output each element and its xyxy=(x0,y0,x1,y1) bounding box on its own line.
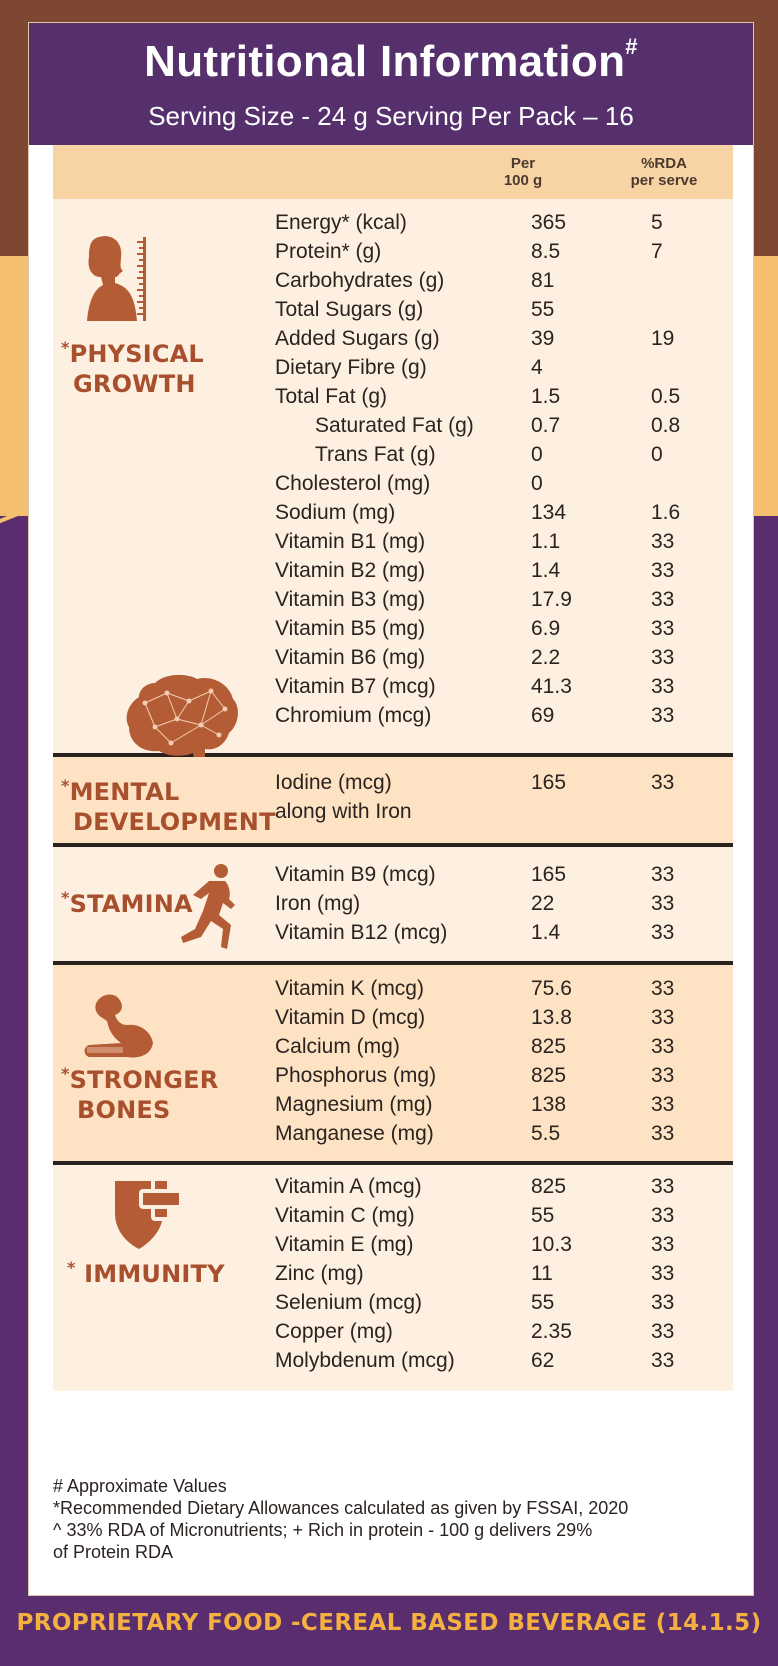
nutrient-name: along with Iron xyxy=(275,800,412,823)
value-rda-per-serve: 33 xyxy=(651,704,675,727)
value-per-100g: 81 xyxy=(531,269,555,292)
nutrient-name: Vitamin B2 (mg) xyxy=(275,559,426,582)
value-rda-per-serve: 33 xyxy=(651,771,675,794)
value-rda-per-serve: 0.5 xyxy=(651,385,681,408)
nutrient-name: Iodine (mcg) xyxy=(275,771,392,794)
value-rda-per-serve: 1.6 xyxy=(651,501,681,524)
nutrient-name: Vitamin B12 (mcg) xyxy=(275,921,448,944)
value-rda-per-serve: 0 xyxy=(651,443,663,466)
page-title: Nutritional Information# xyxy=(144,34,638,86)
value-rda-per-serve: 0.8 xyxy=(651,414,681,437)
nutrient-name: Sodium (mg) xyxy=(275,501,396,524)
value-per-100g: 62 xyxy=(531,1349,555,1372)
table-row xyxy=(53,1175,733,1205)
table-row xyxy=(53,704,733,734)
value-per-100g: 2.2 xyxy=(531,646,561,669)
value-per-100g: 39 xyxy=(531,327,555,350)
nutrition-card xyxy=(28,22,754,1596)
section-mental-development xyxy=(53,757,733,843)
footnote-rda: *Recommended Dietary Allowances calculated as given by FSSAI, 2020 xyxy=(53,1498,629,1518)
table-row xyxy=(53,1093,733,1123)
nutrient-name: Vitamin C (mg) xyxy=(275,1204,415,1227)
value-per-100g: 41.3 xyxy=(531,675,572,698)
nutrient-name: Molybdenum (mcg) xyxy=(275,1349,455,1372)
table-row xyxy=(53,617,733,647)
table-row xyxy=(53,977,733,1007)
column-header-row xyxy=(53,145,733,199)
table-row xyxy=(53,1262,733,1292)
table-row xyxy=(53,472,733,502)
nutrient-name: Vitamin A (mcg) xyxy=(275,1175,422,1198)
value-rda-per-serve: 33 xyxy=(651,1175,675,1198)
nutrient-name: Iron (mg) xyxy=(275,892,361,915)
nutrient-name: Dietary Fibre (g) xyxy=(275,356,427,379)
nutrient-name: Manganese (mg) xyxy=(275,1122,434,1145)
table-row xyxy=(53,414,733,444)
nutrient-name: Vitamin B5 (mg) xyxy=(275,617,426,640)
value-per-100g: 75.6 xyxy=(531,977,572,1000)
value-per-100g: 165 xyxy=(531,771,567,794)
value-rda-per-serve: 33 xyxy=(651,1064,675,1087)
value-per-100g: 0 xyxy=(531,472,543,495)
value-per-100g: 4 xyxy=(531,356,543,379)
table-row xyxy=(53,892,733,922)
table-row xyxy=(53,1064,733,1094)
nutrient-name: Vitamin B9 (mcg) xyxy=(275,863,436,886)
footnote-micronutrients: ^ 33% RDA of Micronutrients; + Rich in protein - 100 g delivers 29% xyxy=(53,1520,593,1540)
table-row xyxy=(53,559,733,589)
table-row xyxy=(53,1291,733,1321)
serving-info: Serving Size - 24 g Serving Per Pack – 16 xyxy=(148,101,634,131)
value-rda-per-serve: 33 xyxy=(651,1093,675,1116)
value-per-100g: 13.8 xyxy=(531,1006,572,1029)
table-row xyxy=(53,1320,733,1350)
nutrient-name: Added Sugars (g) xyxy=(275,327,440,350)
table-row xyxy=(53,211,733,241)
value-per-100g: 6.9 xyxy=(531,617,561,640)
table-row xyxy=(53,385,733,415)
value-rda-per-serve: 19 xyxy=(651,327,675,350)
table-row xyxy=(53,240,733,270)
value-rda-per-serve: 33 xyxy=(651,1320,675,1343)
value-rda-per-serve: 33 xyxy=(651,1006,675,1029)
nutrient-name: Total Fat (g) xyxy=(275,385,388,408)
table-row xyxy=(53,1233,733,1263)
table-row xyxy=(53,1122,733,1152)
nutrient-name: Vitamin D (mcg) xyxy=(275,1006,426,1029)
label-stronger-bones: *STRONGER BONES xyxy=(61,1064,219,1124)
value-rda-per-serve: 33 xyxy=(651,1291,675,1314)
value-per-100g: 1.5 xyxy=(531,385,561,408)
value-rda-per-serve: 33 xyxy=(651,892,675,915)
label-mental-development: *MENTAL DEVELOPMENT xyxy=(61,776,276,836)
nutrient-name: Vitamin E (mg) xyxy=(275,1233,414,1256)
column-header-rda: %RDA per serve xyxy=(630,155,698,189)
value-rda-per-serve: 33 xyxy=(651,1122,675,1145)
value-rda-per-serve: 33 xyxy=(651,1035,675,1058)
value-per-100g: 165 xyxy=(531,863,567,886)
nutrient-name: Energy* (kcal) xyxy=(275,211,407,234)
value-rda-per-serve: 5 xyxy=(651,211,663,234)
value-rda-per-serve: 33 xyxy=(651,1349,675,1372)
value-per-100g: 0.7 xyxy=(531,414,561,437)
value-per-100g: 138 xyxy=(531,1093,567,1116)
value-rda-per-serve: 33 xyxy=(651,617,675,640)
value-rda-per-serve: 33 xyxy=(651,530,675,553)
nutrient-name: Zinc (mg) xyxy=(275,1262,364,1285)
nutrient-name: Magnesium (mg) xyxy=(275,1093,433,1116)
background-band-left xyxy=(0,256,28,516)
table-row xyxy=(53,863,733,893)
nutrient-name: Carbohydrates (g) xyxy=(275,269,445,292)
nutrient-name: Chromium (mcg) xyxy=(275,704,432,727)
nutrition-table xyxy=(53,145,733,1391)
nutrient-name: Trans Fat (g) xyxy=(315,443,436,466)
table-row xyxy=(53,1035,733,1065)
value-rda-per-serve: 33 xyxy=(651,977,675,1000)
nutrient-name: Cholesterol (mg) xyxy=(275,472,431,495)
table-row xyxy=(53,646,733,676)
section-physical-growth xyxy=(53,199,733,753)
section-stamina xyxy=(53,847,733,961)
header-banner xyxy=(29,23,753,145)
nutrient-name: Vitamin B7 (mcg) xyxy=(275,675,436,698)
table-row xyxy=(53,800,733,830)
value-rda-per-serve: 33 xyxy=(651,1204,675,1227)
value-rda-per-serve: 33 xyxy=(651,646,675,669)
value-rda-per-serve: 33 xyxy=(651,1233,675,1256)
value-rda-per-serve: 33 xyxy=(651,921,675,944)
label-stamina: *STAMINA xyxy=(61,888,193,918)
background-band-right xyxy=(750,256,778,516)
value-rda-per-serve: 33 xyxy=(651,588,675,611)
value-rda-per-serve: 33 xyxy=(651,675,675,698)
table-row xyxy=(53,443,733,473)
product-category-label: PROPRIETARY FOOD -CEREAL BASED BEVERAGE (14.1.5) xyxy=(16,1610,762,1636)
value-per-100g: 365 xyxy=(531,211,567,234)
table-row xyxy=(53,1204,733,1234)
title-hash-mark: # xyxy=(625,34,638,60)
value-per-100g: 134 xyxy=(531,501,567,524)
value-per-100g: 8.5 xyxy=(531,240,561,263)
value-per-100g: 5.5 xyxy=(531,1122,561,1145)
label-physical-growth: *PHYSICAL GROWTH xyxy=(61,338,204,398)
nutrient-name: Calcium (mg) xyxy=(275,1035,400,1058)
value-rda-per-serve: 33 xyxy=(651,863,675,886)
table-row xyxy=(53,298,733,328)
value-rda-per-serve: 33 xyxy=(651,559,675,582)
section-immunity xyxy=(53,1165,733,1391)
table-row xyxy=(53,356,733,386)
value-per-100g: 1.4 xyxy=(531,921,561,944)
footnote-protein: of Protein RDA xyxy=(53,1542,174,1562)
value-per-100g: 55 xyxy=(531,1291,555,1314)
table-row xyxy=(53,1349,733,1379)
footnotes xyxy=(53,1475,733,1563)
label-immunity: * IMMUNITY xyxy=(67,1258,225,1288)
nutrient-name: Vitamin B6 (mg) xyxy=(275,646,426,669)
nutrient-name: Copper (mg) xyxy=(275,1320,393,1343)
table-row xyxy=(53,588,733,618)
table-row xyxy=(53,530,733,560)
value-per-100g: 55 xyxy=(531,298,555,321)
value-per-100g: 17.9 xyxy=(531,588,572,611)
nutrient-name: Vitamin K (mcg) xyxy=(275,977,424,1000)
value-rda-per-serve: 33 xyxy=(651,1262,675,1285)
nutrient-name: Protein* (g) xyxy=(275,240,382,263)
value-per-100g: 825 xyxy=(531,1175,567,1198)
value-per-100g: 0 xyxy=(531,443,543,466)
value-per-100g: 69 xyxy=(531,704,555,727)
nutrient-name: Total Sugars (g) xyxy=(275,298,424,321)
nutrient-name: Saturated Fat (g) xyxy=(315,414,474,437)
nutrient-name: Vitamin B3 (mg) xyxy=(275,588,426,611)
value-per-100g: 2.35 xyxy=(531,1320,572,1343)
section-stronger-bones xyxy=(53,965,733,1161)
value-per-100g: 1.4 xyxy=(531,559,561,582)
value-per-100g: 825 xyxy=(531,1035,567,1058)
value-per-100g: 11 xyxy=(531,1262,553,1285)
table-row xyxy=(53,675,733,705)
nutrient-name: Phosphorus (mg) xyxy=(275,1064,437,1087)
value-per-100g: 22 xyxy=(531,892,555,915)
table-row xyxy=(53,1006,733,1036)
table-row xyxy=(53,921,733,951)
footnote-approx: # Approximate Values xyxy=(53,1476,227,1496)
nutrient-name: Selenium (mcg) xyxy=(275,1291,423,1314)
table-row xyxy=(53,501,733,531)
value-rda-per-serve: 7 xyxy=(651,240,663,263)
value-per-100g: 825 xyxy=(531,1064,567,1087)
table-row xyxy=(53,771,733,801)
table-row xyxy=(53,269,733,299)
table-row xyxy=(53,327,733,357)
column-header-per100: Per 100 g xyxy=(503,155,543,189)
value-per-100g: 10.3 xyxy=(531,1233,572,1256)
nutrient-name: Vitamin B1 (mg) xyxy=(275,530,426,553)
value-per-100g: 1.1 xyxy=(531,530,561,553)
value-per-100g: 55 xyxy=(531,1204,555,1227)
